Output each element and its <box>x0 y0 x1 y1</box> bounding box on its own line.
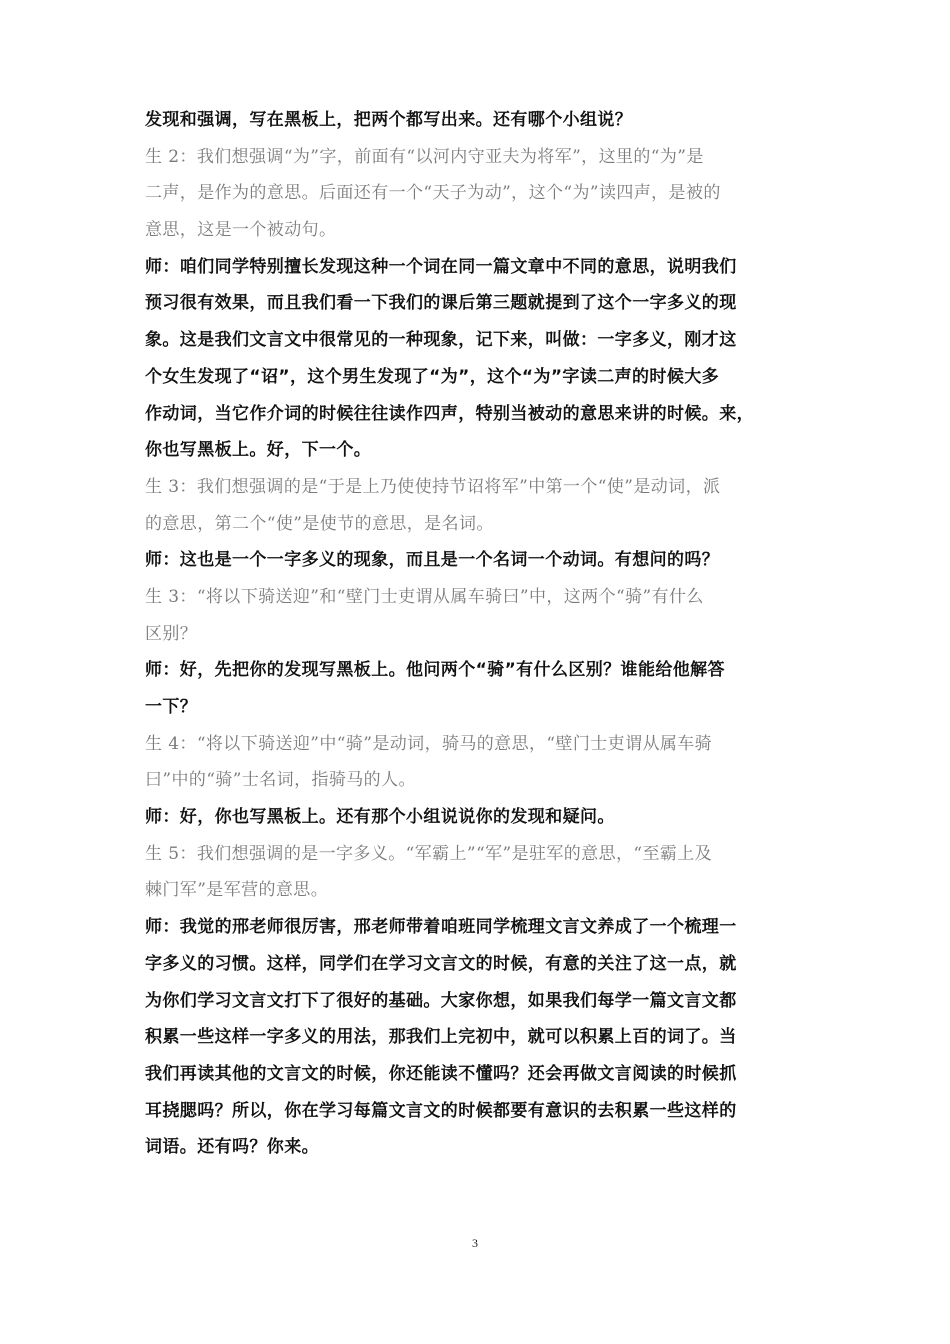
text-line: 师：咱们同学特别擅长发现这种一个词在同一篇文章中不同的意思，说明我们 <box>145 256 737 277</box>
text-line: 词语。还有吗？你来。 <box>145 1137 319 1158</box>
text-line: 意思，这是一个被动句。 <box>145 220 337 241</box>
text-line: 耳挠腮吗？所以，你在学习每篇文言文的时候都要有意识的去积累一些这样的 <box>145 1100 737 1121</box>
text-line: 个女生发现了“诏”，这个男生发现了“为”，这个“为”字读二声的时候大多 <box>145 366 720 387</box>
text-line: 区别？ <box>145 623 198 644</box>
text-line: 作动词，当它作介词的时候往往读作四声，特别当被动的意思来讲的时候。来， <box>145 403 754 424</box>
paragraph-student <box>145 469 817 542</box>
text-line: 你也写黑板上。好，下一个。 <box>145 440 372 461</box>
page-number: 3 <box>472 1236 478 1250</box>
text-line: 师：我觉的邢老师很厉害，邢老师带着咱班同学梳理文言文养成了一个梳理一 <box>145 917 737 938</box>
paragraph-teacher <box>145 799 817 836</box>
paragraph-teacher <box>145 102 817 139</box>
text-line: 预习很有效果，而且我们看一下我们的课后第三题就提到了这个一字多义的现 <box>145 293 737 314</box>
text-line: 师：这也是一个一字多义的现象，而且是一个名词一个动词。有想问的吗？ <box>145 550 720 571</box>
text-line: 积累一些这样一字多义的用法，那我们上完初中，就可以积累上百的词了。当 <box>145 1027 737 1048</box>
text-line: 的意思，第二个“使”是使节的意思，是名词。 <box>145 513 494 534</box>
text-line: 棘门军”是军营的意思。 <box>145 880 329 901</box>
transcript-body <box>145 102 817 1166</box>
paragraph-teacher <box>145 652 817 725</box>
paragraph-teacher <box>145 542 817 579</box>
text-line: 为你们学习文言文打下了很好的基础。大家你想，如果我们每学一篇文言文都 <box>145 990 737 1011</box>
text-line: 二声，是作为的意思。后面还有一个“天子为动”，这个“为”读四声，是被的 <box>145 183 721 204</box>
text-line: 师：好，先把你的发现写黑板上。他问两个“骑”有什么区别？谁能给他解答 <box>145 660 725 681</box>
text-line: 生 4：“将以下骑送迎”中“骑”是动词，骑马的意思，“壁门士吏谓从属车骑 <box>145 733 713 754</box>
paragraph-student <box>145 836 817 909</box>
paragraph-student <box>145 726 817 799</box>
paragraph-teacher <box>145 909 817 1166</box>
text-line: 曰”中的“骑”士名词，指骑马的人。 <box>145 770 416 791</box>
text-line: 生 3：我们想强调的是“于是上乃使使持节诏将军”中第一个“使”是动词，派 <box>145 476 721 497</box>
text-line: 字多义的习惯。这样，同学们在学习文言文的时候，有意的关注了这一点，就 <box>145 953 737 974</box>
paragraph-student <box>145 579 817 652</box>
text-line: 我们再读其他的文言文的时候，你还能读不懂吗？还会再做文言阅读的时候抓 <box>145 1063 737 1084</box>
text-line: 象。这是我们文言文中很常见的一种现象，记下来，叫做：一字多义，刚才这 <box>145 330 737 351</box>
text-line: 生 5：我们想强调的是一字多义。“军霸上”“军”是驻军的意思，“至霸上及 <box>145 843 713 864</box>
paragraph-teacher <box>145 249 817 469</box>
text-line: 生 2：我们想强调“为”字，前面有“以河内守亚夫为将军”，这里的“为”是 <box>145 146 704 167</box>
text-line: 一下？ <box>145 697 198 717</box>
text-line: 生 3：“将以下骑送迎”和“壁门士吏谓从属车骑曰”中，这两个“骑”有什么 <box>145 586 704 607</box>
text-line: 师：好，你也写黑板上。还有那个小组说说你的发现和疑问。 <box>145 807 615 828</box>
text-line: 发现和强调，写在黑板上，把两个都写出来。还有哪个小组说？ <box>145 110 633 130</box>
paragraph-student <box>145 139 817 249</box>
